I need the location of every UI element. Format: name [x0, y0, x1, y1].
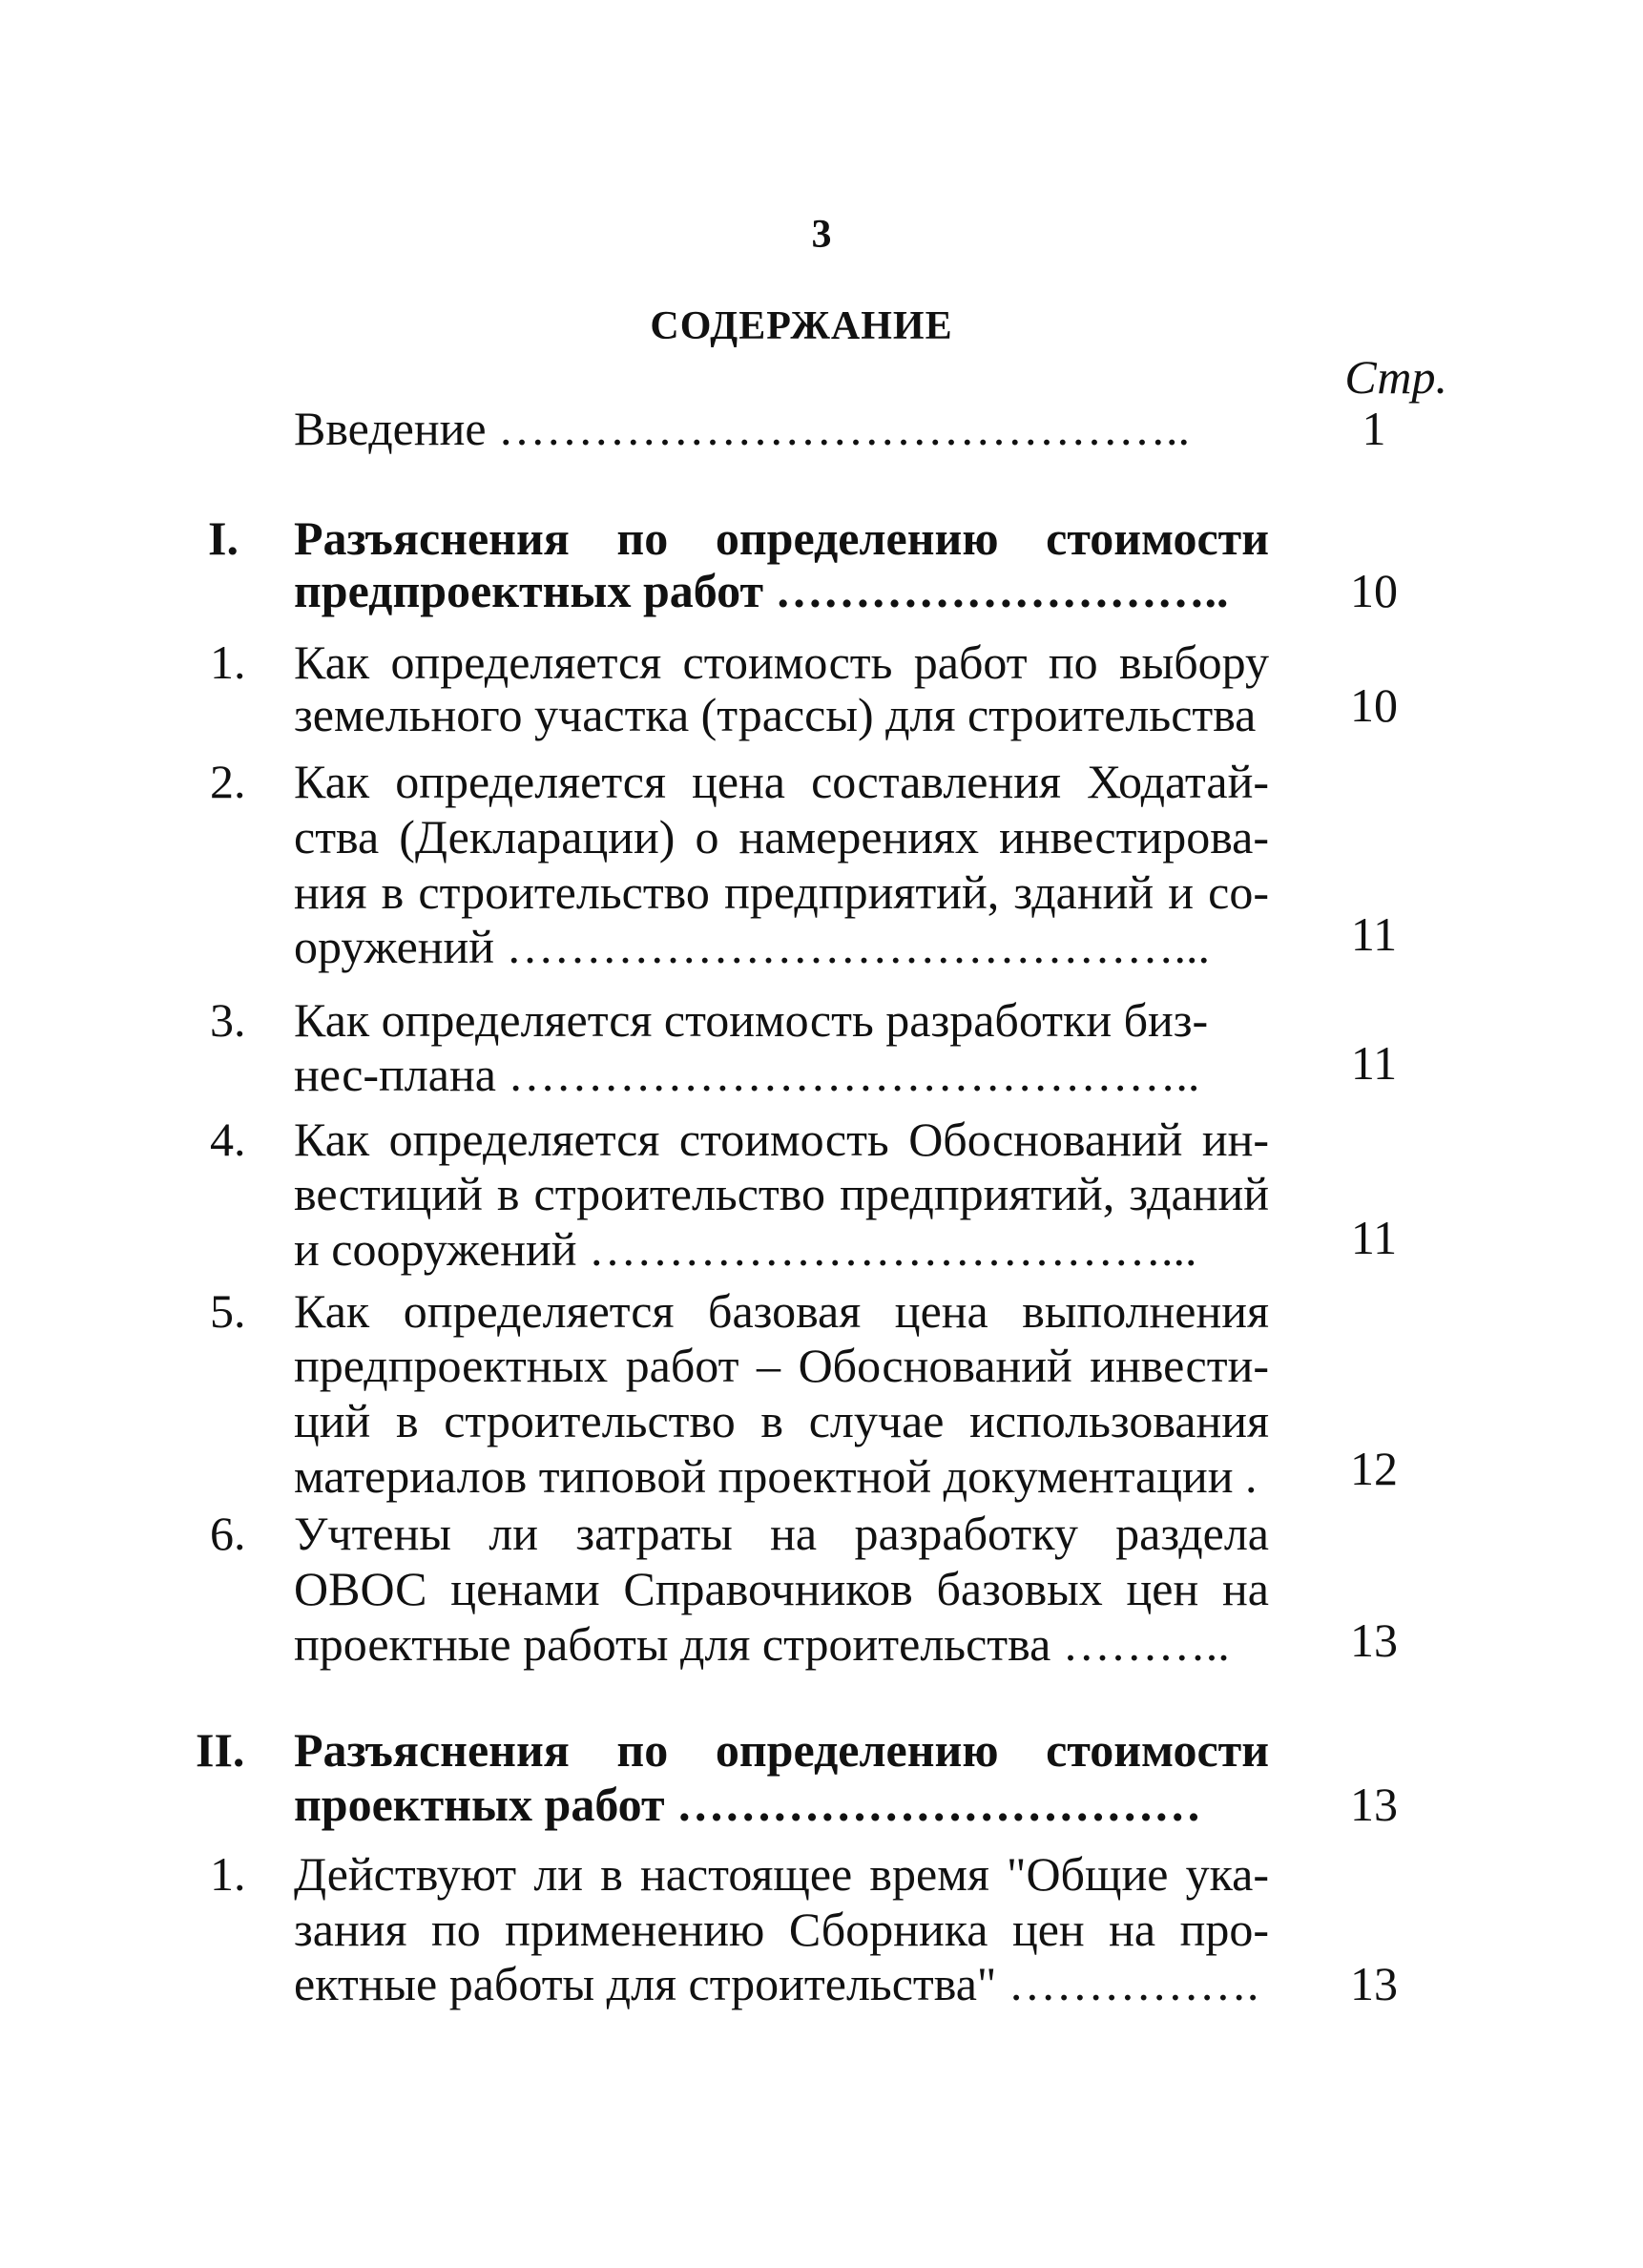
section-number: I. — [208, 511, 239, 565]
item-text-line: ства (Декларации) о намерениях инвестирова- — [294, 810, 1269, 864]
section-title-line: проектных работ …………………………… — [294, 1778, 1202, 1831]
item-text-line: Действуют ли в настоящее время "Общие ука- — [294, 1847, 1269, 1901]
toc-entry-page: 1 — [1362, 402, 1386, 455]
item-text-line: ций в строительство в случае использования — [294, 1394, 1269, 1447]
item-text-line: Как определяется стоимость Обоснований ин- — [294, 1113, 1269, 1166]
toc-entry-text: Введение …………………………………….. — [294, 402, 1191, 455]
item-number: 6. — [210, 1507, 246, 1560]
item-text-line: и сооружений ………………………………... — [294, 1222, 1197, 1276]
item-number: 1. — [210, 1847, 246, 1901]
page-number: 3 — [811, 213, 832, 257]
item-page: 11 — [1350, 1036, 1398, 1090]
toc-title: СОДЕРЖАНИЕ — [650, 304, 953, 348]
item-number: 5. — [210, 1284, 246, 1338]
section-title-line: предпроектных работ ……………………….. — [294, 564, 1229, 617]
item-text-line: ектные работы для строительства" ……………. — [294, 1957, 1259, 2010]
item-number: 4. — [210, 1113, 246, 1166]
item-page: 13 — [1350, 1957, 1398, 2010]
item-number: 1. — [210, 635, 246, 689]
item-number: 2. — [210, 755, 246, 808]
item-page: 11 — [1350, 1211, 1398, 1264]
item-text-line: вестиций в строительство предприятий, зданий — [294, 1167, 1269, 1220]
item-text-line: оружений ……………………………………... — [294, 920, 1211, 973]
item-page: 13 — [1350, 1613, 1398, 1667]
item-page: 10 — [1350, 678, 1398, 732]
item-text-line: Как определяется стоимость разработки биз- — [294, 993, 1209, 1047]
item-text-line: Как определяется базовая цена выполнения — [294, 1284, 1269, 1338]
item-text-line: зания по применению Сборника цен на про- — [294, 1903, 1269, 1956]
item-page: 12 — [1350, 1442, 1398, 1495]
section-title-line: Разъяснения по определению стоимости — [294, 1723, 1269, 1777]
item-text-line: предпроектных работ – Обоснований инвести- — [294, 1339, 1269, 1392]
page-column-label: Стр. — [1344, 350, 1447, 404]
section-number: II. — [196, 1723, 245, 1777]
item-text-line: проектные работы для строительства ……….. — [294, 1617, 1230, 1671]
section-title-line: Разъяснения по определению стоимости — [294, 511, 1269, 565]
item-text-line: материалов типовой проектной документации . — [294, 1449, 1258, 1503]
item-text-line: земельного участка (трассы) для строительства — [294, 688, 1257, 741]
item-text-line: Как определяется цена составления Ходатай- — [294, 755, 1269, 808]
item-text-line: ОВОС ценами Справочников базовых цен на — [294, 1562, 1269, 1615]
item-text-line: Как определяется стоимость работ по выбору — [294, 635, 1269, 689]
section-page: 13 — [1350, 1778, 1398, 1831]
item-text-line: ния в строительство предприятий, зданий и со- — [294, 865, 1269, 919]
item-number: 3. — [210, 993, 246, 1047]
item-page: 11 — [1350, 907, 1398, 961]
item-text-line: нес-плана …………………………………….. — [294, 1048, 1200, 1101]
section-page: 10 — [1350, 564, 1398, 617]
item-text-line: Учтены ли затраты на разработку раздела — [294, 1507, 1269, 1560]
